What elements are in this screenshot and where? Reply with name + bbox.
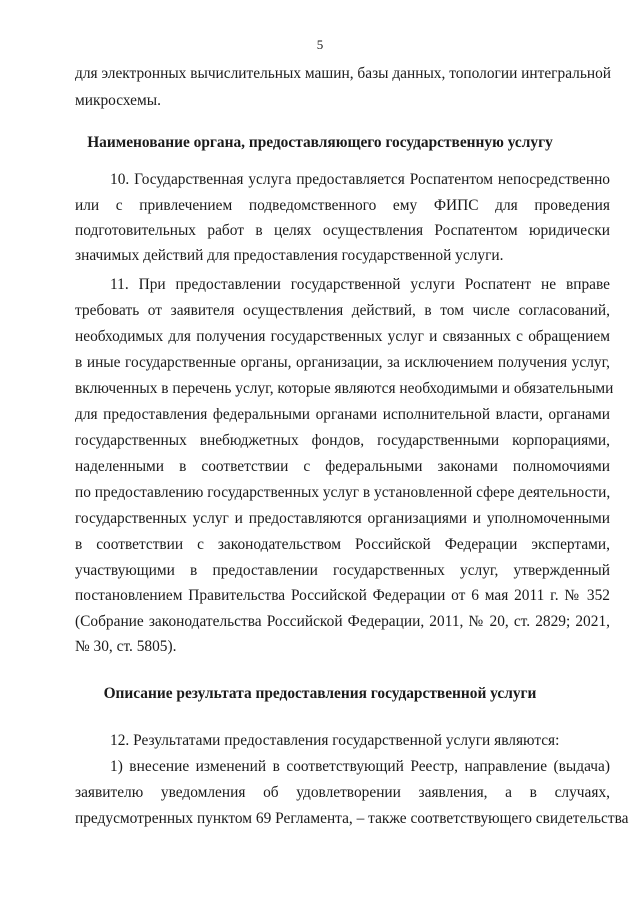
text-line: включенных в перечень услуг, которые являются необходимыми и обязательными: [75, 380, 614, 397]
text-line: государственных внебюджетных фондов, государственными корпорациями,: [75, 432, 610, 449]
text-line: постановлением Правительства Российской Федерации от 6 мая 2011 г. № 352: [75, 587, 610, 604]
text-line: 10. Государственная услуга предоставляется Роспатентом непосредственно: [110, 171, 610, 188]
text-line: необходимых для получения государственных услуг и связанных с обращением: [75, 328, 610, 345]
text-line: для электронных вычислительных машин, базы данных, топологии интегральной: [75, 65, 612, 82]
text-line: 1) внесение изменений в соответствующий Реестр, направление (выдача): [110, 758, 610, 775]
text-line: для предоставления федеральными органами исполнительной власти, органами: [75, 406, 610, 423]
text-line: по предоставлению государственных услуг в установленной сфере деятельности,: [75, 484, 611, 501]
text-line: 12. Результатами предоставления государственной услуги являются:: [110, 732, 560, 749]
text-line: участвующими в предоставлении государственных услуг, утвержденный: [75, 562, 610, 579]
text-line: подготовительных работ в целях осуществления Роспатентом юридически: [75, 222, 610, 239]
text-line: 11. При предоставлении государственной услуги Роспатент не вправе: [110, 276, 610, 293]
text-line: микросхемы.: [75, 92, 161, 109]
text-line: предусмотренных пунктом 69 Регламента, – также соответствующего свидетельства: [75, 810, 629, 827]
text-line: наделенными в соответствии с федеральными законами полномочиями: [75, 458, 610, 475]
text-line: в иные государственные органы, организации, за исключением получения услуг,: [75, 354, 610, 371]
page-number: 5: [316, 37, 324, 52]
text-line: заявителю уведомления об удовлетворении заявления, а в случаях,: [75, 784, 610, 801]
text-line: значимых действий для предоставления государственной услуги.: [75, 247, 504, 264]
section-heading: Описание результата предоставления государственной услуги: [103, 685, 537, 702]
text-line: требовать от заявителя осуществления действий, в том числе согласований,: [75, 302, 610, 319]
section-heading: Наименование органа, предоставляющего государственную услугу: [87, 134, 553, 151]
text-line: государственных услуг и предоставляются организациями и уполномоченными: [75, 510, 610, 527]
text-line: в соответствии с законодательством Российской Федерации экспертами,: [75, 536, 610, 553]
text-line: или с привлечением подведомственного ему ФИПС для проведения: [75, 197, 610, 214]
text-line: (Собрание законодательства Российской Федерации, 2011, № 20, ст. 2829; 2021,: [75, 613, 610, 630]
text-line: № 30, ст. 5805).: [75, 638, 177, 655]
